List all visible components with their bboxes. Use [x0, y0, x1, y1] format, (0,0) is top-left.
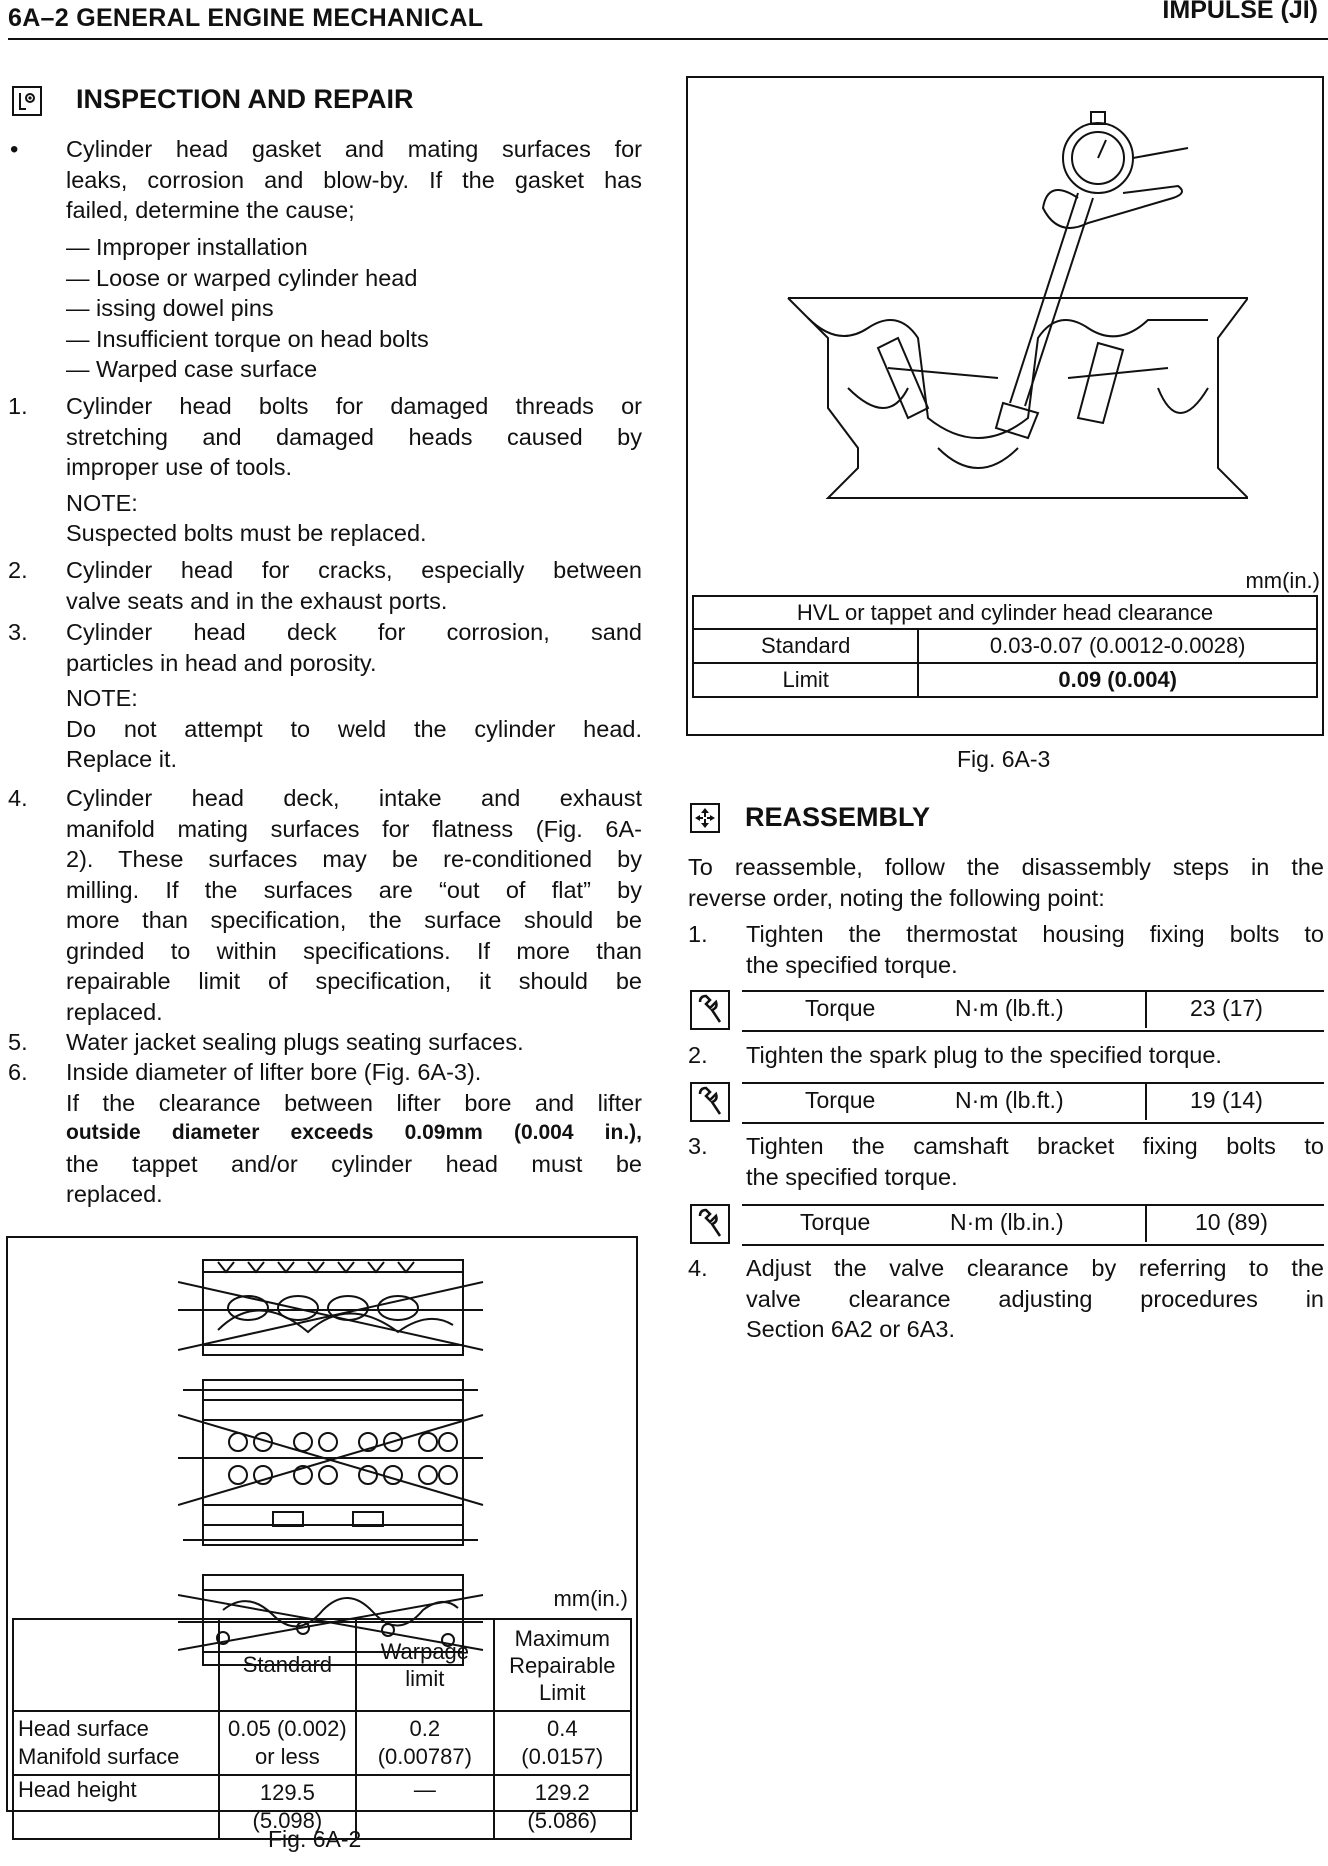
- inspection-title: INSPECTION AND REPAIR: [76, 84, 414, 114]
- list-item: — Loose or warped cylinder head: [66, 264, 418, 291]
- header-rule: [8, 38, 1328, 40]
- table-cell: —: [356, 1775, 493, 1839]
- table-header: Warpage limit: [356, 1619, 493, 1711]
- table-header: Maximum Repairable Limit: [494, 1619, 631, 1711]
- table-row: [13, 1711, 631, 1775]
- table-cell: Limit: [693, 663, 918, 697]
- table-cell: 0.2 (0.00787): [356, 1711, 493, 1775]
- list-item: — Improper installation: [66, 234, 308, 260]
- list-item: — issing dowel pins: [66, 295, 274, 321]
- table-cell: Standard: [693, 629, 918, 663]
- torque-spec-row: Torque N·m (lb.ft.) 23 (17): [690, 990, 1324, 1030]
- inspection-intro: Cylinder head gasket and mating surfaces for leaks, corrosion and blow-by. If the gasket has failed, determine the cause;: [66, 136, 642, 223]
- table-cell: 0.05 (0.002) or less: [219, 1711, 356, 1775]
- table-cell: 0.4 (0.0157): [494, 1711, 631, 1775]
- note-label: NOTE:: [66, 685, 138, 711]
- table-row: [693, 629, 1317, 663]
- table-header: [13, 1619, 219, 1711]
- list-item: — Insufficient torque on head bolts: [66, 325, 429, 352]
- table-header: Standard: [219, 1619, 356, 1711]
- fig-6a-3-unit: mm(in.): [1245, 568, 1320, 593]
- section-header: 6A–2 GENERAL ENGINE MECHANICAL: [8, 4, 484, 32]
- table-row: [693, 663, 1317, 697]
- table-cell: 129.5 (5.098): [219, 1775, 356, 1839]
- table-header: HVL or tappet and cylinder head clearance: [693, 596, 1317, 629]
- fig-6a-2-frame: [6, 1236, 638, 1833]
- torque-wrench-icon: [690, 990, 730, 1030]
- torque-value: 19 (14): [1190, 1087, 1263, 1113]
- fig-6a-2-unit: mm(in.): [553, 1586, 628, 1611]
- reassembly-intro: To reassemble, follow the disassembly steps in the reverse order, noting the following point:: [688, 854, 1324, 911]
- table-cell: Head height: [13, 1775, 219, 1839]
- model-label: IMPULSE (JI): [1162, 0, 1318, 24]
- table-cell: 129.2 (5.086): [494, 1775, 631, 1839]
- torque-wrench-icon: [690, 1204, 730, 1244]
- fig-6a-3-frame: [686, 76, 1324, 736]
- table-row: [693, 596, 1317, 629]
- inspection-icon: [12, 86, 42, 116]
- table-cell: 0.09 (0.004): [918, 663, 1317, 697]
- fig-6a-2-caption: Fig. 6A-2: [268, 1826, 362, 1852]
- torque-spec-row: Torque N·m (lb.in.) 10 (89): [690, 1204, 1324, 1244]
- list-item: — Warped case surface: [66, 356, 318, 382]
- torque-spec-row: Torque N·m (lb.ft.) 19 (14): [690, 1082, 1324, 1122]
- table-cell: 0.03-0.07 (0.0012-0.0028): [918, 629, 1317, 663]
- warpage-table: [12, 1618, 632, 1840]
- torque-wrench-icon: [690, 1082, 730, 1122]
- dial-bore-gauge-illustration: [778, 88, 1248, 538]
- table-row: [13, 1619, 631, 1711]
- fig-6a-3-caption: Fig. 6A-3: [957, 746, 1051, 772]
- bullet: •: [10, 136, 19, 163]
- note-label: NOTE:: [66, 489, 138, 516]
- clearance-table: [692, 595, 1318, 698]
- torque-value: 23 (17): [1190, 995, 1263, 1021]
- cause-list: [66, 232, 626, 385]
- reassembly-icon: [690, 803, 720, 833]
- torque-value: 10 (89): [1195, 1209, 1268, 1235]
- reassembly-title: REASSEMBLY: [745, 802, 931, 832]
- table-cell: Head surface Manifold surface: [13, 1711, 219, 1775]
